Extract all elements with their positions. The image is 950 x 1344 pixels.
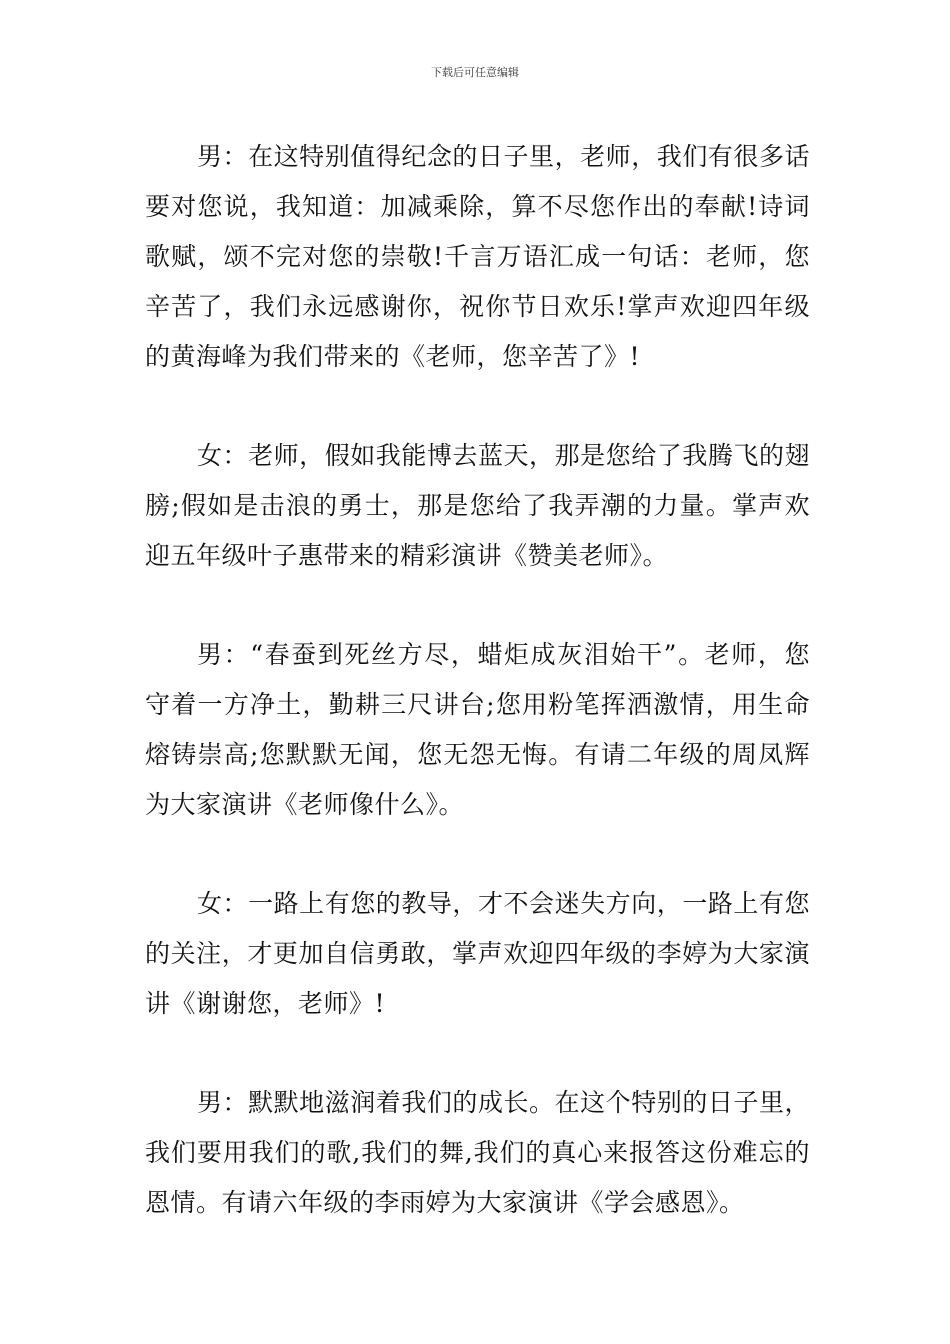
- paragraph-5: 男：默默地滋润着我们的成长。在这个特别的日子里，我们要用我们的歌,我们的舞,我们的真心来报答这份难忘的恩情。有请六年级的李雨婷为大家演讲《学会感恩》。: [145, 1088, 810, 1217]
- paragraph-2: 女：老师，假如我能博去蓝天，那是您给了我腾飞的翅膀;假如是击浪的勇士，那是您给了我弄潮的力量。掌声欢迎五年级叶子惠带来的精彩演讲《赞美老师》。: [145, 441, 810, 570]
- paragraph-1: 男：在这特别值得纪念的日子里，老师，我们有很多话要对您说，我知道：加减乘除，算不尽您作出的奉献!诗词歌赋，颂不完对您的崇敬!千言万语汇成一句话：老师，您辛苦了，我们永远感谢你，祝你节日欢乐!掌声欢迎四年级的黄海峰为我们带来的《老师，您辛苦了》!: [145, 142, 810, 371]
- paragraph-4: 女：一路上有您的教导，才不会迷失方向，一路上有您的关注，才更加自信勇敢，掌声欢迎四年级的李婷为大家演讲《谢谢您，老师》!: [145, 889, 810, 1018]
- paragraph-3: 男：“春蚕到死丝方尽，蜡炬成灰泪始干”。老师，您守着一方净土，勤耕三尺讲台;您用粉笔挥洒激情，用生命熔铸崇高;您默默无闻，您无怨无悔。有请二年级的周凤辉为大家演讲《老师像什么》。: [145, 640, 810, 819]
- page-header: 下载后可任意编辑: [431, 66, 519, 79]
- document-body: [145, 132, 810, 1228]
